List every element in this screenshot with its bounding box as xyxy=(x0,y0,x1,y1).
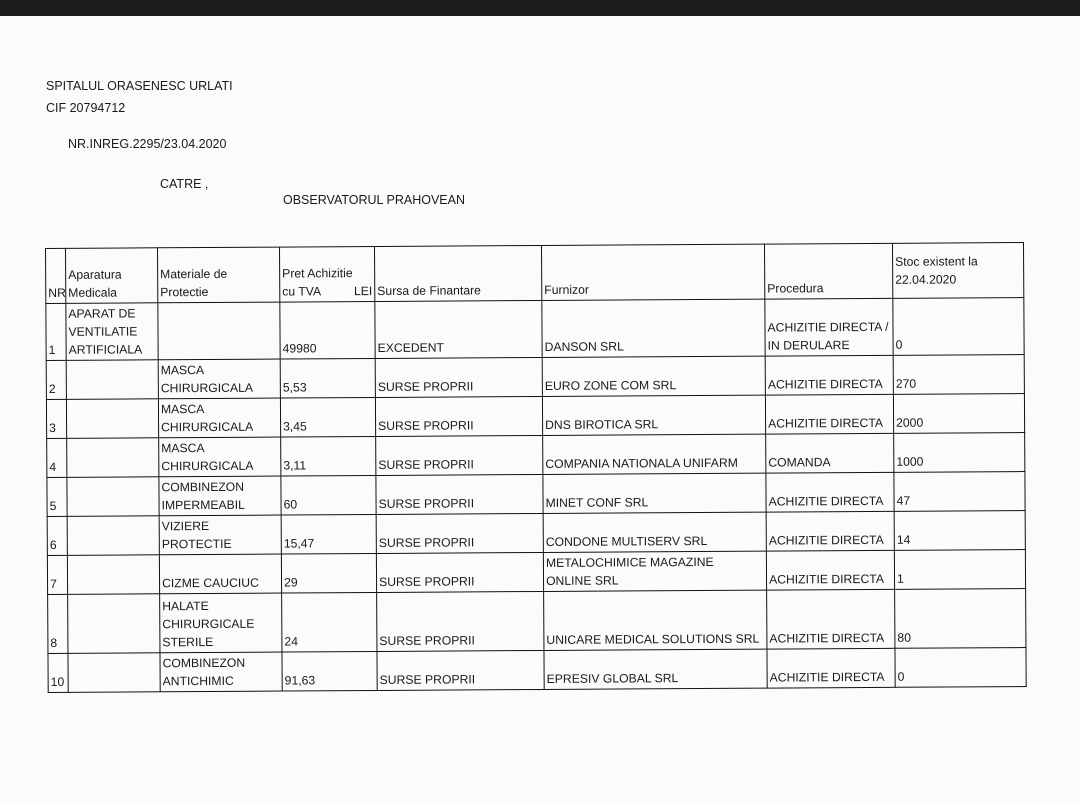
cell-materiale: VIZIERE PROTECTIE xyxy=(159,515,281,555)
header-sursa: Sursa de Finantare xyxy=(374,245,541,301)
cell-materiale: HALATE CHIRURGICALE STERILE xyxy=(160,593,282,653)
table-row xyxy=(48,648,1026,693)
cell-sursa: SURSE PROPRII xyxy=(376,435,543,475)
cell-aparatura xyxy=(67,555,159,595)
cell-materiale: MASCA CHIRURGICALA xyxy=(158,398,280,438)
cell-stoc: 1 xyxy=(894,550,1025,590)
cell-procedura: ACHIZITIE DIRECTA xyxy=(767,589,895,649)
cell-aparatura xyxy=(67,438,159,478)
cell-furnizor: UNICARE MEDICAL SOLUTIONS SRL xyxy=(544,590,767,650)
cell-pret: 3,45 xyxy=(280,397,375,437)
cell-stoc: 270 xyxy=(893,355,1024,395)
cell-pret: 60 xyxy=(281,475,376,515)
cell-furnizor: EPRESIV GLOBAL SRL xyxy=(544,649,767,689)
cell-furnizor: EURO ZONE COM SRL xyxy=(542,356,765,396)
cell-nr: 3 xyxy=(46,399,66,438)
cell-pret: 91,63 xyxy=(282,651,377,691)
cell-procedura: ACHIZITIE DIRECTA xyxy=(766,511,894,551)
cell-pret: 49980 xyxy=(280,301,375,359)
table-row xyxy=(48,589,1026,654)
cell-pret: 29 xyxy=(281,553,376,593)
cell-aparatura xyxy=(68,594,160,654)
cell-sursa: SURSE PROPRII xyxy=(375,396,542,436)
cell-nr: 7 xyxy=(47,555,67,594)
table-header-row xyxy=(46,243,1024,304)
cell-furnizor: DANSON SRL xyxy=(542,299,765,357)
cell-procedura: ACHIZITIE DIRECTA xyxy=(766,472,894,512)
cell-procedura: COMANDA xyxy=(766,433,894,473)
cell-nr: 10 xyxy=(48,653,68,692)
cell-procedura: ACHIZITIE DIRECTA / IN DERULARE xyxy=(765,298,893,356)
cell-furnizor: CONDONE MULTISERV SRL xyxy=(543,512,766,552)
cell-nr: 4 xyxy=(47,438,67,477)
cell-aparatura: APARAT DE VENTILATIE ARTIFICIALA xyxy=(66,303,158,361)
cell-nr: 8 xyxy=(48,594,68,653)
cell-furnizor: COMPANIA NATIONALA UNIFARM xyxy=(543,434,766,474)
registration-number: NR.INREG.2295/23.04.2020 xyxy=(68,137,227,151)
cell-nr: 5 xyxy=(47,477,67,516)
cell-pret: 15,47 xyxy=(281,514,376,554)
cell-materiale: CIZME CAUCIUC xyxy=(159,554,281,594)
addressee-label: CATRE , xyxy=(160,177,209,191)
table-row xyxy=(47,433,1025,478)
cell-sursa: SURSE PROPRII xyxy=(376,513,543,553)
cell-sursa: SURSE PROPRII xyxy=(377,591,544,651)
cell-materiale: MASCA CHIRURGICALA xyxy=(159,437,281,477)
cell-furnizor: MINET CONF SRL xyxy=(543,473,766,513)
cell-nr: 1 xyxy=(46,303,66,360)
cell-procedura: ACHIZITIE DIRECTA xyxy=(765,394,893,434)
header-stoc: Stoc existent la 22.04.2020 xyxy=(892,243,1023,299)
cell-aparatura xyxy=(66,360,158,400)
cell-materiale: MASCA CHIRURGICALA xyxy=(158,359,280,399)
cell-aparatura xyxy=(68,653,160,693)
table-row xyxy=(47,472,1025,517)
cell-nr: 6 xyxy=(47,516,67,555)
cell-furnizor: METALOCHIMICE MAGAZINE ONLINE SRL xyxy=(543,551,766,591)
table-row xyxy=(46,355,1024,400)
cell-stoc: 2000 xyxy=(893,394,1024,434)
cell-aparatura xyxy=(67,477,159,517)
cell-furnizor: DNS BIROTICA SRL xyxy=(542,395,765,435)
cell-stoc: 14 xyxy=(894,511,1025,551)
cif-number: CIF 20794712 xyxy=(46,101,126,115)
cell-stoc: 0 xyxy=(895,648,1026,688)
cell-sursa: SURSE PROPRII xyxy=(376,552,543,592)
header-aparatura: Aparatura Medicala xyxy=(66,248,158,304)
header-materiale: Materiale de Protectie xyxy=(158,247,280,303)
cell-stoc: 47 xyxy=(894,472,1025,512)
cell-stoc: 1000 xyxy=(894,433,1025,473)
cell-pret: 3,11 xyxy=(281,436,376,476)
header-nr: NR xyxy=(46,248,66,303)
header-pret: Pret Achizitie cu TVA LEI xyxy=(279,246,374,302)
table-row xyxy=(46,394,1024,439)
cell-materiale xyxy=(158,302,280,360)
cell-nr: 2 xyxy=(46,360,66,399)
cell-aparatura xyxy=(66,399,158,439)
cell-procedura: ACHIZITIE DIRECTA xyxy=(767,648,895,688)
cell-pret: 5,53 xyxy=(280,358,375,398)
header-furnizor: Furnizor xyxy=(541,244,764,300)
cell-stoc: 80 xyxy=(895,589,1026,649)
header-procedura: Procedura xyxy=(764,243,892,299)
cell-sursa: SURSE PROPRII xyxy=(376,474,543,514)
cell-procedura: ACHIZITIE DIRECTA xyxy=(766,550,894,590)
table-row xyxy=(46,298,1024,361)
cell-aparatura xyxy=(67,516,159,556)
hospital-name: SPITALUL ORASENESC URLATI xyxy=(46,79,233,93)
acquisitions-table xyxy=(45,242,1027,693)
cell-sursa: EXCEDENT xyxy=(375,300,542,358)
cell-sursa: SURSE PROPRII xyxy=(377,650,544,690)
cell-stoc: 0 xyxy=(893,298,1024,356)
cell-sursa: SURSE PROPRII xyxy=(375,357,542,397)
table-row xyxy=(47,550,1025,595)
top-bar xyxy=(0,0,1080,16)
cell-materiale: COMBINEZON IMPERMEABIL xyxy=(159,476,281,516)
cell-pret: 24 xyxy=(282,592,377,652)
table-row xyxy=(47,511,1025,556)
recipient-name: OBSERVATORUL PRAHOVEAN xyxy=(283,193,465,207)
cell-procedura: ACHIZITIE DIRECTA xyxy=(765,355,893,395)
cell-materiale: COMBINEZON ANTICHIMIC xyxy=(160,652,282,692)
